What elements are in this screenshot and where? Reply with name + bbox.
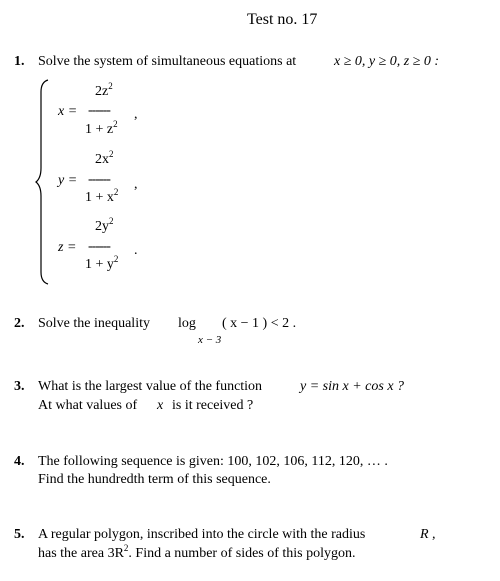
equation-y-denominator: $1 + x^2$ <box>85 187 119 205</box>
problem-1-text: Solve the system of simultaneous equations at <box>38 54 297 69</box>
problem-1-conditions: x ≥ 0, y ≥ 0, z ≥ 0 : <box>334 54 440 69</box>
equation-z-period: . <box>134 243 138 258</box>
problem-2-log: log <box>178 316 196 331</box>
problem-4-line1: The following sequence is given: 100, 102, 106, 112, 120, … . <box>38 454 388 469</box>
problem-5-line1-var: R , <box>420 527 436 542</box>
equation-z-numerator: $2y^2$ <box>95 216 114 234</box>
equation-x-lhs: x = <box>58 104 78 119</box>
problem-2-text: Solve the inequality <box>38 316 150 331</box>
problem-2-log-base: x − 3 <box>198 334 222 346</box>
equation-x-comma: , <box>134 107 138 122</box>
equation-y-comma: , <box>134 177 138 192</box>
problem-5-line2-post: . Find a number of sides of this polygon. <box>128 546 356 561</box>
problem-5-line2-exp: 2 <box>123 543 129 553</box>
problem-3-line1: What is the largest value of the function <box>38 379 263 394</box>
problem-5-line1-pre: A regular polygon, inscribed into the circle with the radius <box>38 527 366 542</box>
problem-5-number: 5. <box>14 527 25 542</box>
problem-3-line2-post: is it received ? <box>172 398 254 413</box>
system-brace <box>34 78 50 286</box>
problem-3-function: y = sin x + cos x ? <box>300 379 405 394</box>
problem-3-number: 3. <box>14 379 25 394</box>
equation-y-numerator: $2x^2$ <box>95 149 114 167</box>
problem-3-line2-var: x <box>157 398 164 413</box>
problem-2-number: 2. <box>14 316 25 331</box>
problem-1-number: 1. <box>14 54 25 69</box>
equation-x-denominator: $1 + z^2$ <box>85 119 118 137</box>
equation-x-numerator: $2z^2$ <box>95 81 113 99</box>
problem-4-line2: Find the hundredth term of this sequence. <box>38 472 271 487</box>
equation-y-lhs: y = <box>58 173 78 188</box>
equation-z-lhs: z = <box>58 240 77 255</box>
problem-3-line2-pre: At what values of <box>38 398 138 413</box>
problem-5-line2 <box>38 543 356 561</box>
equation-z-denominator: $1 + y^2$ <box>85 254 119 272</box>
problem-5-line2-pre: has the area 3R <box>38 546 124 561</box>
equation-y-fraction-line: ------ <box>88 172 110 187</box>
problem-4-number: 4. <box>14 454 25 469</box>
equation-z-fraction-line: ------ <box>88 239 110 254</box>
equation-x-fraction-line: ------ <box>88 103 110 118</box>
page-title: Test no. 17 <box>247 11 318 28</box>
problem-2-argument: ( x − 1 ) < 2 . <box>222 316 297 331</box>
